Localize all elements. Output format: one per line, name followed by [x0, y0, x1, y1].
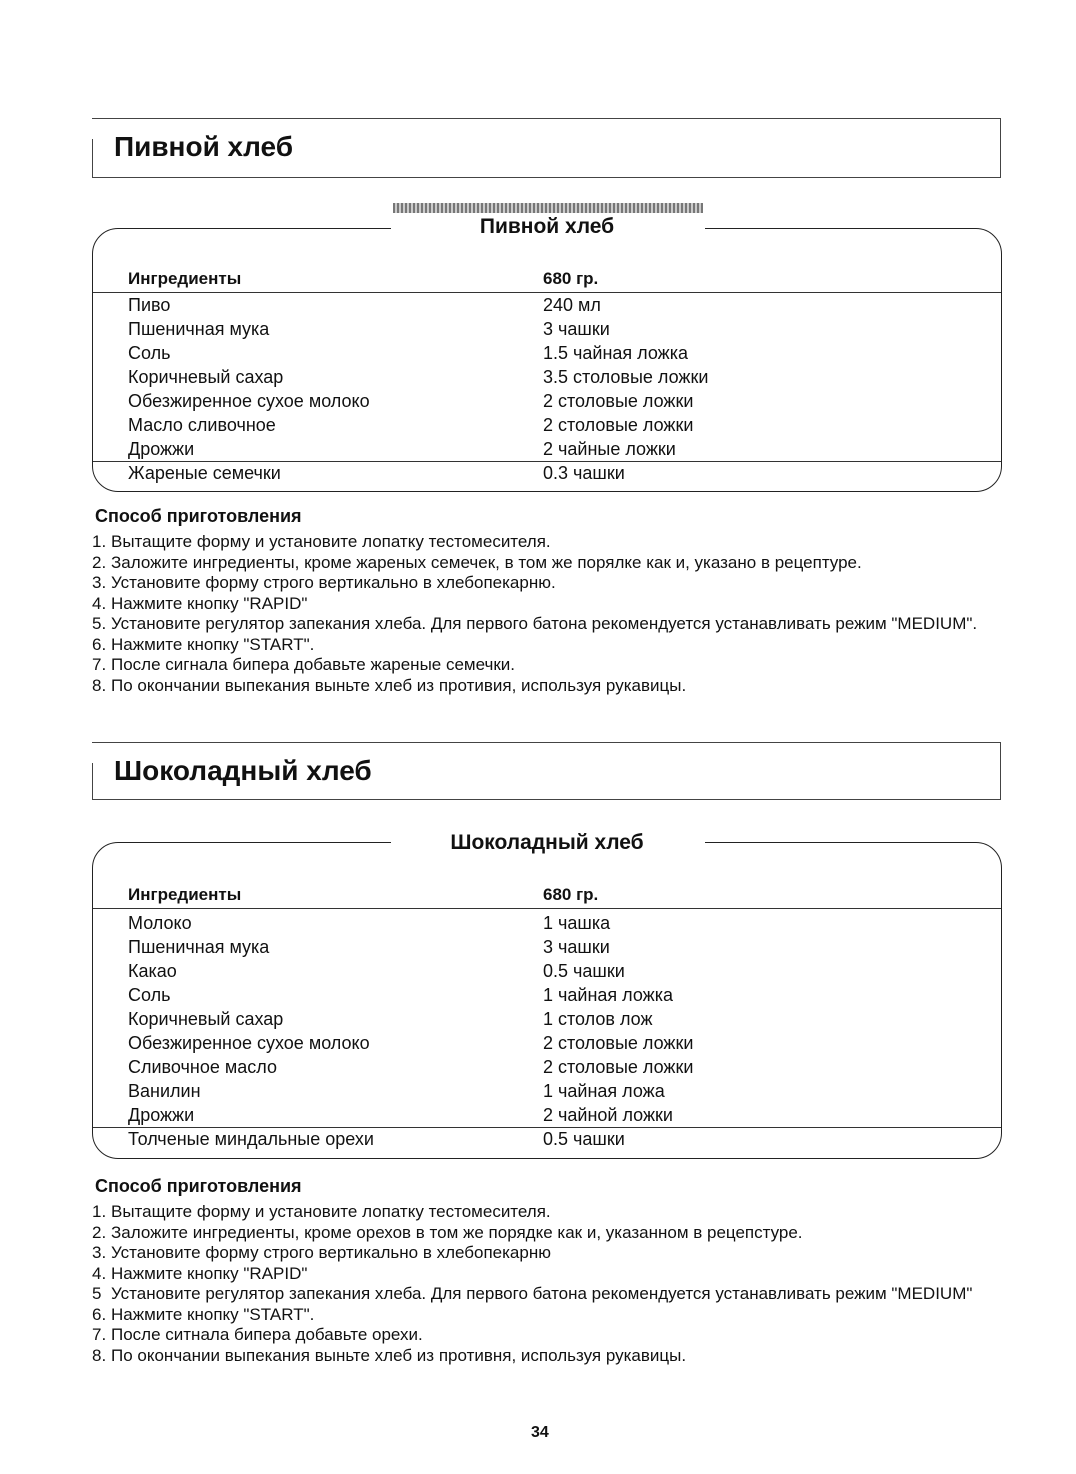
- method-step: [92, 1284, 992, 1305]
- step-number: 1.: [92, 1202, 107, 1221]
- method-step: [92, 1202, 992, 1223]
- page-number: 34: [531, 1424, 549, 1441]
- step-text: По окончании выпекания выньте хлеб из противня, используя рукавицы.: [111, 1345, 687, 1365]
- ingredient-name: Коричневый сахар: [128, 1009, 284, 1029]
- method-step: [92, 614, 992, 635]
- step-number: 8.: [92, 675, 107, 695]
- ingredient-row: [93, 343, 1001, 367]
- ingredient-amount: 1 чашка: [543, 913, 611, 933]
- ingredient-name: Жареные семечки: [128, 463, 281, 483]
- ingredient-row: [93, 985, 1001, 1009]
- ingredient-amount: 240 мл: [543, 295, 601, 315]
- ingredient-amount: 2 чайной ложки: [543, 1105, 673, 1125]
- ingredient-amount: 3.5 столовые ложки: [543, 367, 709, 387]
- method-step: [92, 655, 992, 676]
- step-number: 7.: [92, 1325, 107, 1344]
- amount-header: 680 гр.: [543, 885, 599, 904]
- step-number: 3.: [92, 1243, 107, 1262]
- method-step: [92, 1243, 992, 1264]
- step-number: 4.: [92, 1263, 107, 1283]
- step-number: 5: [92, 1284, 102, 1303]
- ingredient-name: Соль: [128, 343, 171, 363]
- recipe-box: [92, 831, 1002, 1159]
- last-row-divider: [93, 461, 1001, 462]
- ingredient-row: [93, 391, 1001, 415]
- ingredient-row: [93, 463, 1001, 487]
- ingredient-amount: 1 столов лож: [543, 1009, 653, 1029]
- ingredient-name: Сливочное масло: [128, 1057, 277, 1077]
- method-step: [92, 573, 992, 594]
- step-text: Нажмите кнопку "RAPID": [111, 593, 308, 613]
- section-header-rule: [92, 763, 93, 800]
- ingredient-amount: 2 столовые ложки: [543, 1057, 694, 1077]
- step-text: Нажмите кнопку "RAPID": [111, 1263, 308, 1283]
- ingredient-amount: 2 столовые ложки: [543, 415, 694, 435]
- method-step: [92, 1264, 992, 1285]
- ingredient-amount: 0.5 чашки: [543, 961, 625, 981]
- ingredient-amount: 0.3 чашки: [543, 463, 625, 483]
- method-step: [92, 1305, 992, 1326]
- header-divider: [93, 908, 1001, 909]
- step-number: 6.: [92, 634, 107, 654]
- step-text: Нажмите кнопку "START".: [111, 1304, 315, 1324]
- ingredient-row: [93, 367, 1001, 391]
- ingredient-row: [93, 439, 1001, 463]
- method-step: [92, 594, 992, 615]
- ingredient-row: [93, 1081, 1001, 1105]
- method-step: [92, 676, 992, 697]
- step-number: 2.: [92, 1222, 107, 1242]
- title-shading: [393, 203, 703, 213]
- method-step: [92, 553, 992, 574]
- ingredient-name: Дрожжи: [128, 439, 195, 459]
- ingredient-name: Ванилин: [128, 1081, 201, 1101]
- step-number: 7.: [92, 655, 107, 674]
- ingredient-name: Соль: [128, 985, 171, 1005]
- ingredient-name: Обезжиренное сухое молоко: [128, 391, 370, 411]
- ingredient-amount: 2 чайные ложки: [543, 439, 676, 459]
- ingredient-row: [93, 1129, 1001, 1153]
- ingredient-amount: 0.5 чашки: [543, 1129, 625, 1149]
- ingredient-name: Молоко: [128, 913, 192, 933]
- ingredient-amount: 1 чайная ложка: [543, 985, 673, 1005]
- ingredient-row: [93, 295, 1001, 319]
- method-title: Способ приготовления: [95, 506, 302, 526]
- ingredient-row: [93, 937, 1001, 961]
- ingredient-amount: 1.5 чайная ложка: [543, 343, 689, 363]
- step-text: После ситнала бипера добавьте орехи.: [111, 1325, 423, 1344]
- step-text: Вытащите форму и установите лопатку тестомесителя.: [111, 532, 551, 551]
- step-number: 8.: [92, 1345, 107, 1365]
- step-number: 5.: [92, 614, 107, 633]
- method-step: [92, 1223, 992, 1244]
- ingredients-header: Ингредиенты: [128, 885, 242, 904]
- header-divider: [93, 292, 1001, 293]
- step-text: Заложите ингредиенты, кроме орехов в том же порядке как и, указанном в рецепстуре.: [111, 1222, 803, 1242]
- ingredient-row: [93, 1009, 1001, 1033]
- method-step: [92, 635, 992, 656]
- method-title: Способ приготовления: [95, 1176, 302, 1196]
- amount-header: 680 гр.: [543, 269, 599, 288]
- step-text: Установите регулятор запекания хлеба. Для первого батона рекомендуется устанавливать режим "MEDIUM": [111, 1284, 973, 1303]
- ingredient-name: Пшеничная мука: [128, 319, 270, 339]
- ingredient-row: [93, 415, 1001, 439]
- method-step: [92, 1325, 992, 1346]
- ingredient-name: Коричневый сахар: [128, 367, 284, 387]
- ingredient-name: Какао: [128, 961, 177, 981]
- method-steps: [92, 532, 992, 696]
- step-number: 2.: [92, 552, 107, 572]
- ingredient-amount: 2 столовые ложки: [543, 1033, 694, 1053]
- step-text: Заложите ингредиенты, кроме жареных семечек, в том же порялке как и, указано в рецептуре.: [111, 552, 862, 572]
- ingredient-row: [93, 1033, 1001, 1057]
- ingredient-row: [93, 1057, 1001, 1081]
- ingredient-amount: 3 чашки: [543, 319, 610, 339]
- ingredient-amount: 1 чайная ложа: [543, 1081, 665, 1101]
- method-step: [92, 532, 992, 553]
- step-text: Вытащите форму и установите лопатку тестомесителя.: [111, 1202, 551, 1221]
- ingredient-amount: 3 чашки: [543, 937, 610, 957]
- section-title: Пивной хлеб: [114, 131, 294, 162]
- ingredient-name: Пиво: [128, 295, 171, 315]
- ingredient-row: [93, 961, 1001, 985]
- section-header: [92, 118, 1001, 178]
- recipe-box-title: Шоколадный хлеб: [450, 831, 644, 854]
- step-text: Установите форму строго вертикально в хлебопекарню.: [111, 573, 556, 592]
- section-title: Шоколадный хлеб: [114, 755, 372, 786]
- ingredient-name: Дрожжи: [128, 1105, 195, 1125]
- step-number: 1.: [92, 532, 107, 551]
- method-step: [92, 1346, 992, 1367]
- step-number: 6.: [92, 1304, 107, 1324]
- step-text: Установите регулятор запекания хлеба. Для первого батона рекомендуется устанавливать режим "MEDIUM".: [111, 614, 978, 633]
- ingredient-row: [93, 913, 1001, 937]
- method-steps: [92, 1202, 992, 1366]
- ingredient-name: Пшеничная мука: [128, 937, 270, 957]
- ingredient-row: [93, 1105, 1001, 1129]
- recipe-box-title: Пивной хлеб: [479, 215, 615, 238]
- step-number: 4.: [92, 593, 107, 613]
- step-text: После сигнала бипера добавьте жареные семечки.: [111, 655, 516, 674]
- ingredient-name: Масло сливочное: [128, 415, 276, 435]
- ingredient-row: [93, 319, 1001, 343]
- step-number: 3.: [92, 573, 107, 592]
- ingredient-amount: 2 столовые ложки: [543, 391, 694, 411]
- ingredient-name: Толченые миндальные орехи: [128, 1129, 374, 1149]
- last-row-divider: [93, 1127, 1001, 1128]
- step-text: Нажмите кнопку "START".: [111, 634, 315, 654]
- recipe-box: [92, 215, 1002, 492]
- section-header: [92, 742, 1001, 800]
- step-text: По окончании выпекания выньте хлеб из противия, используя рукавицы.: [111, 675, 687, 695]
- step-text: Установите форму строго вертикально в хлебопекарню: [111, 1243, 551, 1262]
- ingredients-header: Ингредиенты: [128, 269, 242, 288]
- section-header-rule: [92, 139, 93, 178]
- ingredient-name: Обезжиренное сухое молоко: [128, 1033, 370, 1053]
